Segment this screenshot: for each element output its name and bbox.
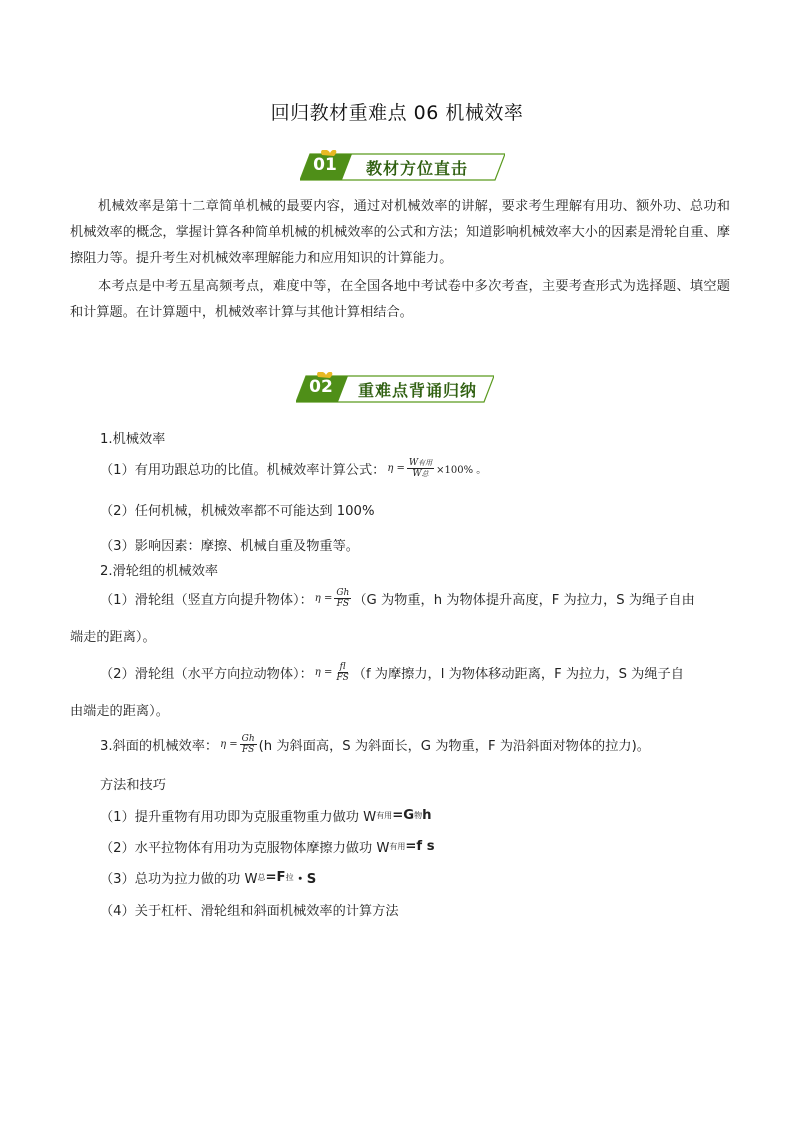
method-eq-end: ・S [293, 872, 317, 887]
eta-symbol: η = [387, 463, 405, 474]
eta-symbol: η = [220, 739, 238, 750]
method-eq: =f s [405, 839, 435, 854]
method-eq: =F [265, 870, 286, 885]
denominator: FS [336, 673, 349, 683]
document-title: 回归教材重难点 06 机械效率 [270, 102, 524, 124]
formula-fraction [334, 662, 350, 683]
method-sub: 总 [257, 873, 266, 882]
section-number: 02 [309, 377, 333, 397]
numerator: fl [339, 662, 346, 672]
method-sub: 有用 [389, 842, 406, 851]
intro-paragraph-2: 本考点是中考五星高频考点，难度中等，在全国各地中考试卷中多次考查，主要考查形式为选择题、填空题和计算题。在计算题中，机械效率计算与其他计算相结合。 [70, 279, 730, 320]
item-pulley-horizontal [100, 662, 684, 683]
method-text: （1）提升重物有用功即为克服重物重力做功 W [100, 810, 377, 825]
item-efficiency-formula [100, 458, 486, 479]
method-item-2 [100, 837, 435, 856]
method-item-3 [100, 868, 316, 887]
numerator-sub: 有用 [418, 459, 433, 467]
numerator: W [408, 458, 419, 468]
item-explanation: (h 为斜面高，S 为斜面长，G 为物重，F 为沿斜面对物体的拉力)。 [258, 739, 650, 754]
heading-incline: 3.斜面的机械效率： [100, 739, 219, 754]
item-pulley-vertical [100, 588, 695, 609]
method-text: （3）总功为拉力做的功 W [100, 872, 258, 887]
denominator-sub: 总 [421, 470, 429, 478]
item-explanation: （G 为物重，h 为物体提升高度，F 为拉力，S 为绳子自由 [353, 593, 695, 608]
eta-symbol: η = [314, 667, 333, 678]
method-eq-end: h [422, 808, 432, 823]
method-text: （2）水平拉物体有用功为克服物体摩擦力做功 W [100, 841, 390, 856]
heading-pulley: 2.滑轮组的机械效率 [100, 564, 219, 579]
item-incline [100, 734, 650, 755]
item-pulley-vertical-cont: 端走的距离）。 [70, 630, 156, 645]
section-number: 01 [313, 155, 337, 175]
denominator: FS [336, 599, 350, 609]
method-sub: 有用 [376, 811, 393, 820]
numerator: Gh [336, 588, 350, 598]
denominator: W [412, 469, 422, 479]
section-banner-01 [300, 150, 505, 184]
item-text: （1）滑轮组（竖直方向提升物体）： [100, 593, 313, 608]
formula-fraction [240, 734, 257, 755]
item-efficiency-limit: （2）任何机械，机械效率都不可能达到 100% [100, 504, 375, 519]
item-text: （1）有用功跟总功的比值。机械效率计算公式： [100, 463, 386, 478]
method-sub: 拉 [285, 873, 294, 882]
item-explanation: （f 为摩擦力，l 为物体移动距离，F 为拉力，S 为绳子自 [352, 667, 684, 682]
denominator: FS [241, 745, 255, 755]
heading-methods: 方法和技巧 [100, 778, 166, 793]
method-eq: =G [392, 808, 415, 823]
section-label: 教材方位直击 [366, 159, 469, 178]
method-item-4: （4）关于杠杆、滑轮组和斜面机械效率的计算方法 [100, 904, 399, 919]
formula-fraction [334, 588, 351, 609]
numerator: Gh [241, 734, 255, 744]
method-item-1 [100, 806, 431, 825]
item-efficiency-factors: （3）影响因素：摩擦、机械自重及物重等。 [100, 539, 359, 554]
formula-fraction [407, 458, 434, 479]
section-label: 重难点背诵归纳 [358, 381, 478, 400]
eta-symbol: η = [314, 593, 333, 604]
heading-efficiency: 1.机械效率 [100, 432, 166, 447]
intro-paragraph-1: 机械效率是第十二章简单机械的最要内容，通过对机械效率的讲解，要求考生理解有用功、额外功、总功和机械效率的概念，掌握计算各种简单机械的机械效率的公式和方法；知道影响机械效率大小的因素是滑轮自重、摩擦阻力等。提升考生对机械效率理解能力和应用知识的计算能力。 [70, 199, 730, 266]
item-text: （2）滑轮组（水平方向拉动物体）： [100, 667, 313, 682]
method-sub: 物 [414, 811, 423, 820]
item-pulley-horizontal-cont: 由端走的距离）。 [70, 704, 169, 719]
formula-tail: ×100% 。 [436, 465, 487, 476]
section-banner-02 [296, 372, 494, 406]
